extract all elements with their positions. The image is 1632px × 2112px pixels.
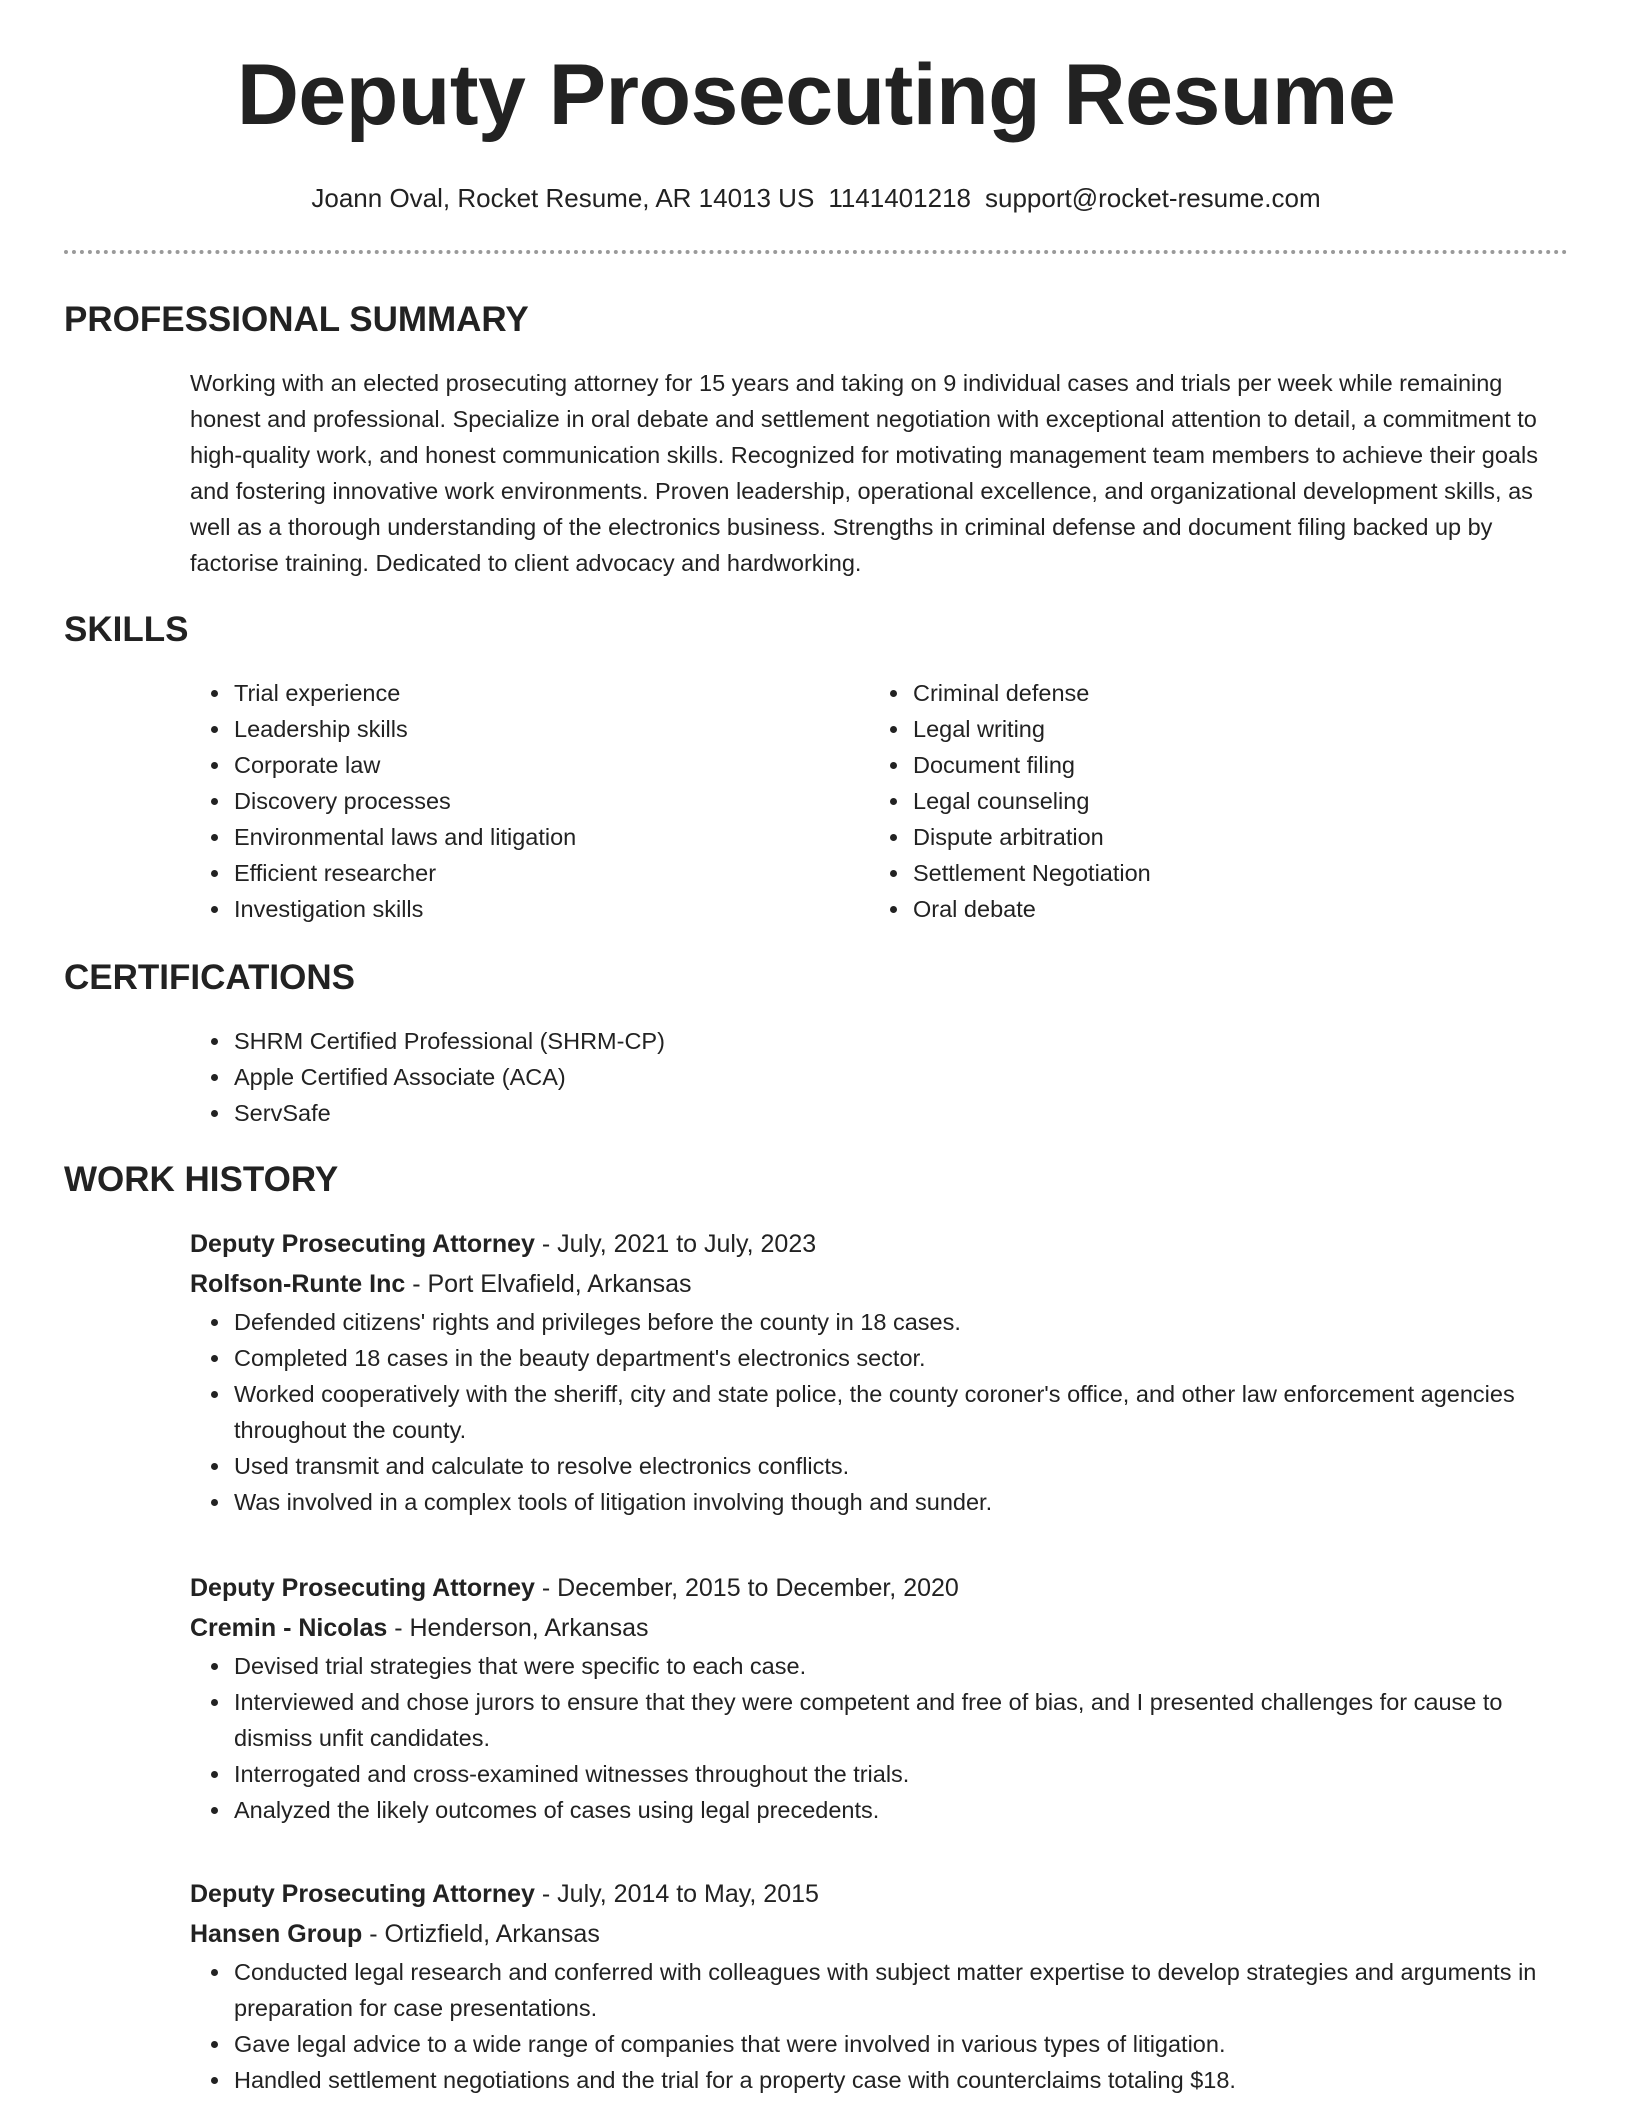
job-company: Hansen Group: [190, 1920, 363, 1948]
job-entry: [190, 1224, 1570, 1520]
job-bullets: [190, 1954, 1570, 2098]
skill-item: • Trial experience: [232, 675, 810, 711]
job-bullet: • Worked cooperatively with the sheriff, city and state police, the county coroner's office, and other law enforcement agencies throughout the county.: [232, 1376, 1570, 1448]
skill-item: • Legal writing: [911, 711, 1489, 747]
skill-item: • Settlement Negotiation: [911, 855, 1489, 891]
skill-item: • Investigation skills: [232, 891, 810, 927]
skills-column-left: [190, 675, 810, 927]
job-title-line: [190, 1224, 1570, 1264]
resume-title: Deputy Prosecuting Resume: [236, 47, 1396, 143]
job-company: Cremin - Nicolas: [190, 1614, 388, 1642]
job-bullets: [190, 1648, 1570, 1828]
skills-column-right: [869, 675, 1489, 927]
certifications-list: [190, 1023, 1570, 1131]
skill-item: • Corporate law: [232, 747, 810, 783]
skill-item: • Discovery processes: [232, 783, 810, 819]
job-company-line: [190, 1264, 1570, 1304]
job-company-line: [190, 1608, 1570, 1648]
skill-item: • Legal counseling: [911, 783, 1489, 819]
job-bullet: • Defended citizens' rights and privileges before the county in 18 cases.: [232, 1304, 1570, 1340]
skill-item: • Criminal defense: [911, 675, 1489, 711]
job-bullet: • Was involved in a complex tools of litigation involving though and sunder.: [232, 1484, 1570, 1520]
skills-list-right: [869, 675, 1489, 927]
contact-line: [0, 182, 1632, 214]
job-dates: - July, 2014 to May, 2015: [534, 1880, 819, 1908]
section-heading-work-history: WORK HISTORY: [64, 1160, 339, 1199]
certifications-block: [190, 1023, 1570, 1131]
header-divider: [64, 250, 1568, 254]
job-bullet: • Completed 18 cases in the beauty department's electronics sector.: [232, 1340, 1570, 1376]
skill-item: • Efficient researcher: [232, 855, 810, 891]
contact-email: support@rocket-resume.com: [984, 183, 1321, 213]
job-title-line: [190, 1874, 1570, 1914]
job-bullet: • Used transmit and calculate to resolve electronics conflicts.: [232, 1448, 1570, 1484]
contact-address: Joann Oval, Rocket Resume, AR 14013 US: [311, 183, 815, 213]
job-bullet: • Interrogated and cross-examined witnesses throughout the trials.: [232, 1756, 1570, 1792]
job-location: - Port Elvafield, Arkansas: [405, 1270, 692, 1298]
summary-block: [190, 365, 1570, 581]
job-bullet: • Interviewed and chose jurors to ensure that they were competent and free of bias, and I presented challenges for cause to dismiss unfit candidates.: [232, 1684, 1570, 1756]
job-dates: - December, 2015 to December, 2020: [534, 1574, 959, 1602]
job-bullet: • Conducted legal research and conferred with colleagues with subject matter expertise to develop strategies and arguments in preparation for case presentations.: [232, 1954, 1570, 2026]
job-dates: - July, 2021 to July, 2023: [534, 1230, 817, 1258]
certification-item: • SHRM Certified Professional (SHRM-CP): [232, 1023, 1570, 1059]
job-title: Deputy Prosecuting Attorney: [190, 1230, 535, 1258]
section-heading-skills: SKILLS: [64, 610, 189, 649]
job-title: Deputy Prosecuting Attorney: [190, 1574, 535, 1602]
section-heading-certifications: CERTIFICATIONS: [64, 958, 356, 997]
job-bullet: • Handled settlement negotiations and the trial for a property case with counterclaims totaling $18.: [232, 2062, 1570, 2098]
job-location: - Henderson, Arkansas: [387, 1614, 649, 1642]
contact-phone: 1141401218: [828, 183, 971, 213]
certification-item: • ServSafe: [232, 1095, 1570, 1131]
job-title: Deputy Prosecuting Attorney: [190, 1880, 535, 1908]
job-bullets: [190, 1304, 1570, 1520]
skill-item: • Oral debate: [911, 891, 1489, 927]
skill-item: • Leadership skills: [232, 711, 810, 747]
summary-text: Working with an elected prosecuting attorney for 15 years and taking on 9 individual cases and trials per week while remaining honest and professional. Specialize in oral debate and settlement negotiation with exceptional attention to detail, a commitment to high-quality work, and honest communication skills. Recognized for motivating management team members to achieve their goals and fostering innovative work environments. Proven leadership, operational excellence, and organizational development skills, as well as a thorough understanding of the electronics business. Strengths in criminal defense and document filing backed up by factorise training. Dedicated to client advocacy and hardworking.: [190, 370, 1538, 576]
job-title-line: [190, 1568, 1570, 1608]
job-entry: [190, 1568, 1570, 1828]
certification-item: • Apple Certified Associate (ACA): [232, 1059, 1570, 1095]
job-location: - Ortizfield, Arkansas: [362, 1920, 600, 1948]
section-heading-summary: PROFESSIONAL SUMMARY: [64, 300, 529, 339]
skill-item: • Document filing: [911, 747, 1489, 783]
job-bullet: • Analyzed the likely outcomes of cases using legal precedents.: [232, 1792, 1570, 1828]
skill-item: • Environmental laws and litigation: [232, 819, 810, 855]
skills-list-left: [190, 675, 810, 927]
job-company: Rolfson-Runte Inc: [190, 1270, 406, 1298]
skill-item: • Dispute arbitration: [911, 819, 1489, 855]
job-bullet: • Devised trial strategies that were specific to each case.: [232, 1648, 1570, 1684]
job-company-line: [190, 1914, 1570, 1954]
job-bullet: • Gave legal advice to a wide range of companies that were involved in various types of litigation.: [232, 2026, 1570, 2062]
job-entry: [190, 1874, 1570, 2098]
